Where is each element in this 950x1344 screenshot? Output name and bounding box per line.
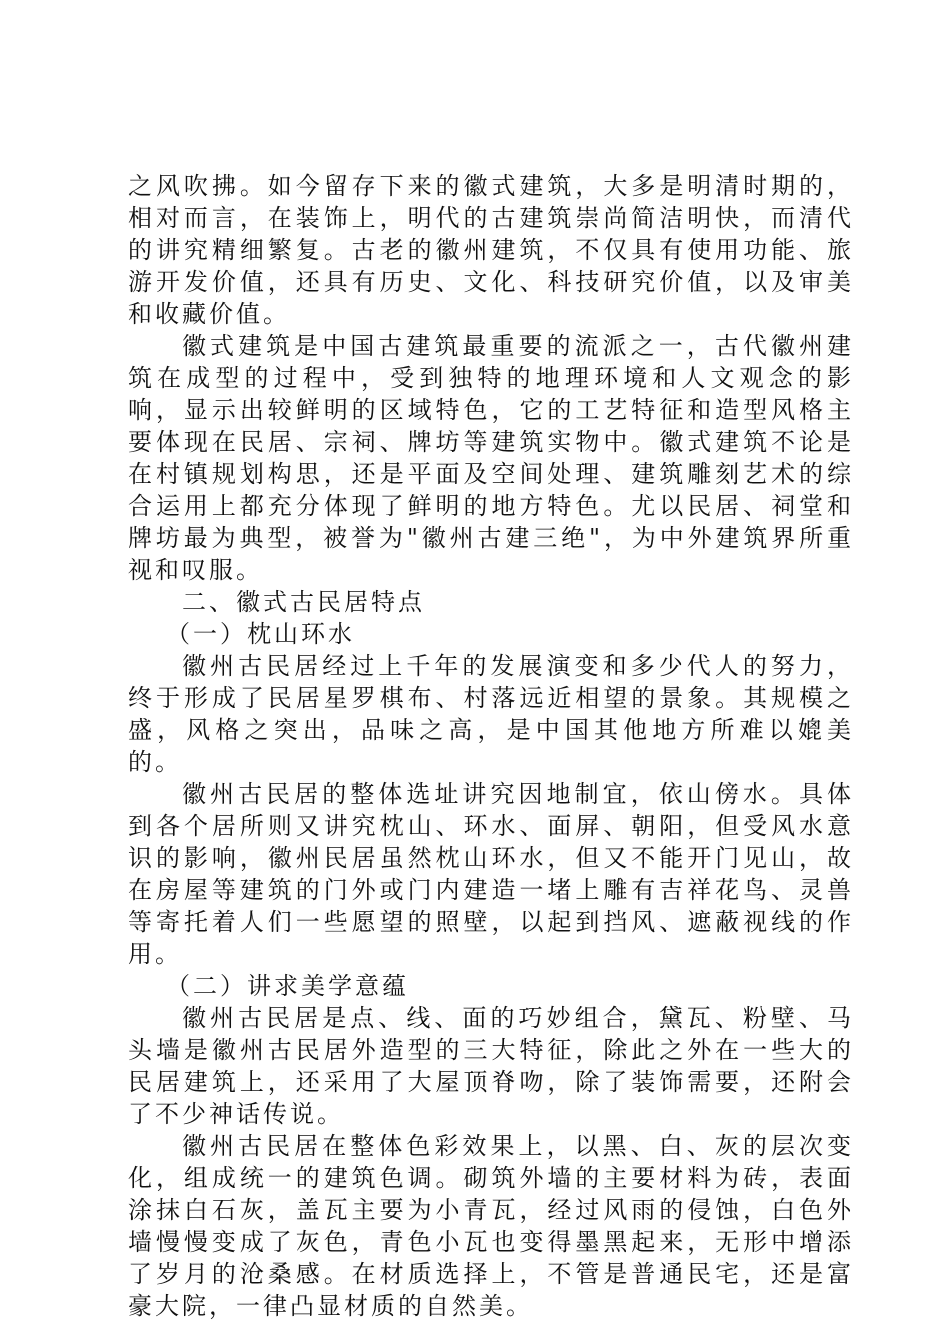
paragraph-village-layout: 徽州古民居经过上千年的发展演变和多少代人的努力，终于形成了民居星罗棋布、村落远近相望的景象。其规模之盛，风格之突出，品味之高，是中国其他地方所难以媲美的。 [128,652,854,776]
section-heading: 二、徽式古民居特点 [182,588,425,616]
paragraph-color-materials: 徽州古民居在整体色彩效果上，以黑、白、灰的层次变化，组成统一的建筑色调。砌筑外墙的主要材料为砖，表面涂抹白石灰，盖瓦主要为小青瓦，经过风雨的侵蚀，白色外墙慢慢变成了灰色，青色小瓦也变得墨黑起来，无形中增添了岁月的沧桑感。在材质选择上，不管是普通民宅，还是富豪大院，一律凸显材质的自然美。 [128,1132,854,1320]
paragraph-intro-continuation: 之风吹拂。如今留存下来的徽式建筑，大多是明清时期的，相对而言，在装饰上，明代的古建筑崇尚简洁明快，而清代的讲究精细繁复。古老的徽州建筑，不仅具有使用功能、旅游开发价值，还具有历史、文化、科技研究价值，以及审美和收藏价值。 [128,172,854,328]
document-body [128,170,854,1322]
paragraph-site-selection: 徽州古民居的整体选址讲究因地制宜，依山傍水。具体到各个居所则又讲究枕山、环水、面屏、朝阳，但受风水意识的影响，徽州民居虽然枕山环水，但又不能开门见山，故在房屋等建筑的门外或门内建造一堵上雕有吉祥花鸟、灵兽等寄托着人们一些愿望的照壁，以起到挡风、遮蔽视线的作用。 [128,780,854,968]
subsection-heading-1: （一）枕山环水 [166,620,355,648]
paragraph-aesthetic-features: 徽州古民居是点、线、面的巧妙组合，黛瓦、粉壁、马头墙是徽州古民居外造型的三大特征，除此之外在一些大的民居建筑上，还采用了大屋顶脊吻，除了装饰需要，还附会了不少神话传说。 [128,1004,854,1128]
paragraph-huizhou-architecture: 徽式建筑是中国古建筑最重要的流派之一，古代徽州建筑在成型的过程中，受到独特的地理环境和人文观念的影响，显示出较鲜明的区域特色，它的工艺特征和造型风格主要体现在民居、宗祠、牌坊等建筑实物中。徽式建筑不论是在村镇规划构思，还是平面及空间处理、建筑雕刻艺术的综合运用上都充分体现了鲜明的地方特色。尤以民居、祠堂和牌坊最为典型，被誉为"徽州古建三绝"，为中外建筑界所重视和叹服。 [128,332,854,584]
subsection-heading-2: （二）讲求美学意蕴 [166,972,409,1000]
